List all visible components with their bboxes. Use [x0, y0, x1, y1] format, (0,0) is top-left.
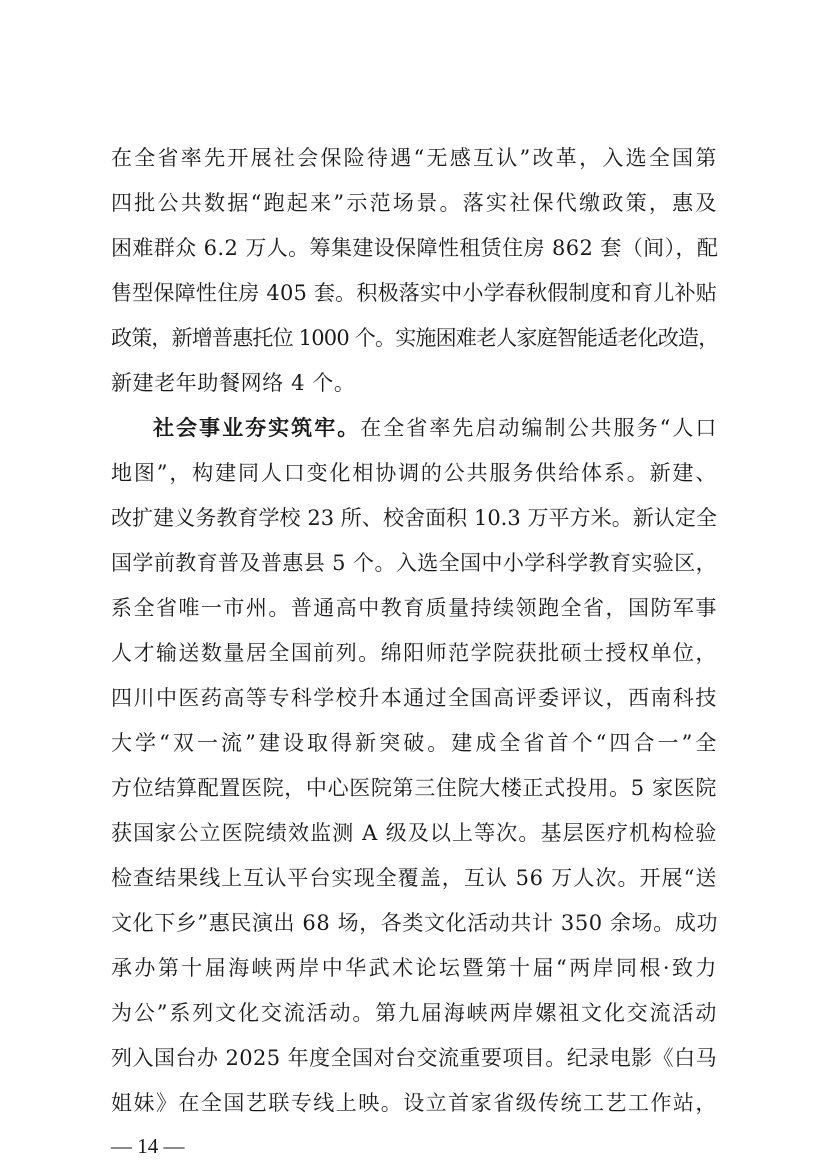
paragraph-1-line-1: 在全省率先开展社会保险待遇“无感互认”改革，入选全国第: [111, 146, 717, 170]
paragraph-2-line-5: 系全省唯一市州。普通高中教育质量持续领跑全省，国防军事: [111, 596, 717, 620]
paragraph-1-line-6: 新建老年助餐网络 4 个。: [111, 371, 356, 395]
paragraph-2-line-15: 列入国台办 2025 年度全国对台交流重要项目。纪录电影《白马: [111, 1046, 717, 1070]
paragraph-2-line-11: 检查结果线上互认平台实现全覆盖，互认 56 万人次。开展“送: [111, 866, 717, 890]
paragraph-2-line-1-text: 在全省率先启动编制公共服务“人口: [360, 416, 717, 440]
paragraph-2-line-16: 姐妹》在全国艺联专线上映。设立首家省级传统工艺工作站，: [111, 1091, 717, 1115]
paragraph-2-line-3: 改扩建义务教育学校 23 所、校舍面积 10.3 万平方米。新认定全: [111, 506, 717, 530]
paragraph-2-line-9: 方位结算配置医院，中心医院第三住院大楼正式投用。5 家医院: [111, 776, 717, 800]
paragraph-2-line-1: [153, 410, 717, 446]
paragraph-1-line-3: 困难群众 6.2 万人。筹集建设保障性租赁住房 862 套（间），配: [111, 236, 719, 260]
paragraph-2-line-12: 文化下乡”惠民演出 68 场，各类文化活动共计 350 余场。成功: [111, 911, 719, 935]
paragraph-2-line-6: 人才输送数量居全国前列。绵阳师范学院获批硕士授权单位，: [111, 641, 717, 665]
section-heading: 社会事业夯实筑牢。: [153, 416, 361, 440]
paragraph-2-line-2: 地图”，构建同人口变化相协调的公共服务供给体系。新建、: [111, 461, 717, 485]
paragraph-2-line-13: 承办第十届海峡两岸中华武术论坛暨第十届“两岸同根·致力: [111, 956, 717, 980]
paragraph-2-line-7: 四川中医药高等专科学校升本通过全国高评委评议，西南科技: [111, 686, 717, 710]
paragraph-2-line-4: 国学前教育普及普惠县 5 个。入选全国中小学科学教育实验区，: [111, 551, 717, 575]
paragraph-1-line-5: 政策，新增普惠托位 1000 个。实施困难老人家庭智能适老化改造，: [111, 326, 719, 350]
paragraph-1-line-2: 四批公共数据“跑起来”示范场景。落实社保代缴政策，惠及: [111, 191, 717, 215]
paragraph-2-line-10: 获国家公立医院绩效监测 A 级及以上等次。基层医疗机构检验: [111, 821, 717, 845]
paragraph-2-line-8: 大学“双一流”建设取得新突破。建成全省首个“四合一”全: [111, 731, 717, 755]
page-number: — 14 —: [111, 1134, 185, 1158]
paragraph-2-line-14: 为公”系列文化交流活动。第九届海峡两岸嫘祖文化交流活动: [111, 1001, 717, 1025]
paragraph-1-line-4: 售型保障性住房 405 套。积极落实中小学春秋假制度和育儿补贴: [111, 281, 717, 305]
